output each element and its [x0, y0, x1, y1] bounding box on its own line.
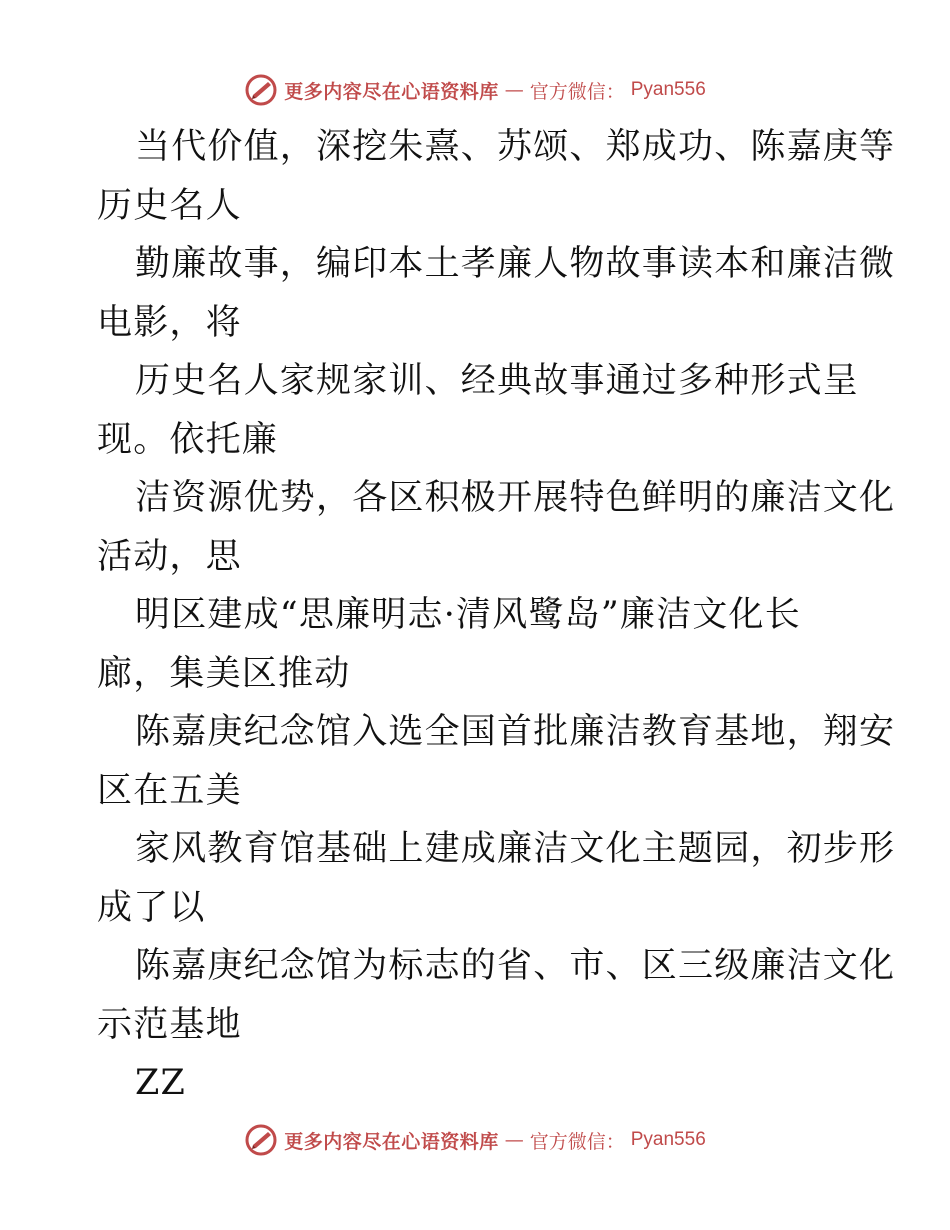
paragraph-line: ZZ	[135, 1063, 187, 1103]
header-banner	[0, 70, 950, 110]
paragraph-line: 陈嘉庚纪念馆为标志的省、市、区三级廉洁文化	[135, 946, 896, 986]
paragraph-line-wrap: 历史名人	[97, 185, 242, 226]
banner-text: 更多内容尽在心语资料库	[284, 80, 499, 103]
paragraph-line: 陈嘉庚纪念馆入选全国首批廉洁教育基地，翔安	[135, 712, 896, 752]
paragraph	[97, 820, 896, 937]
banner-wechat-id: Pyan556	[630, 79, 706, 100]
banner-wechat-label: 官方微信：	[529, 80, 625, 103]
paragraph	[97, 937, 896, 1054]
paragraph-line: 当代价值，深挖朱熹、苏颂、郑成功、陈嘉庚等	[135, 127, 896, 167]
paragraph	[97, 703, 896, 820]
paragraph-line: 家风教育馆基础上建成廉洁文化主题园，初步形	[135, 829, 896, 869]
document-body	[97, 118, 896, 1113]
banner-wechat-id: Pyan556	[630, 1129, 706, 1150]
paragraph-line-wrap: 活动，思	[97, 536, 242, 577]
paragraph-line: 勤廉故事，编印本土孝廉人物故事读本和廉洁微	[135, 244, 896, 284]
paragraph-line-wrap: 示范基地	[97, 1004, 242, 1045]
paragraph-line: 明区建成“思廉明志·清风鹭岛”廉洁文化长	[135, 595, 801, 635]
paragraph-line-wrap: 电影，将	[97, 302, 242, 343]
paragraph-line: 历史名人家规家训、经典故事通过多种形式呈	[135, 361, 860, 401]
brand-logo-icon	[244, 1123, 278, 1157]
paragraph-line-wrap: 廊，集美区推动	[97, 653, 351, 694]
brand-logo-icon	[244, 73, 278, 107]
banner-wechat-label: 官方微信：	[529, 1130, 625, 1153]
paragraph	[97, 235, 896, 352]
paragraph	[97, 586, 877, 703]
banner-text: 更多内容尽在心语资料库	[284, 1130, 499, 1153]
footer-banner	[0, 1120, 950, 1160]
paragraph	[97, 352, 877, 469]
paragraph-line-wrap: 成了以	[97, 887, 206, 928]
paragraph-line-wrap: 现。依托廉	[97, 419, 279, 460]
paragraph-line: 洁资源优势，各区积极开展特色鲜明的廉洁文化	[135, 478, 896, 518]
banner-dash: —	[504, 79, 524, 101]
paragraph	[97, 469, 896, 586]
banner-dash: —	[504, 1129, 524, 1151]
paragraph-line-wrap: 区在五美	[97, 770, 242, 811]
paragraph	[97, 118, 896, 235]
paragraph	[97, 1054, 877, 1113]
